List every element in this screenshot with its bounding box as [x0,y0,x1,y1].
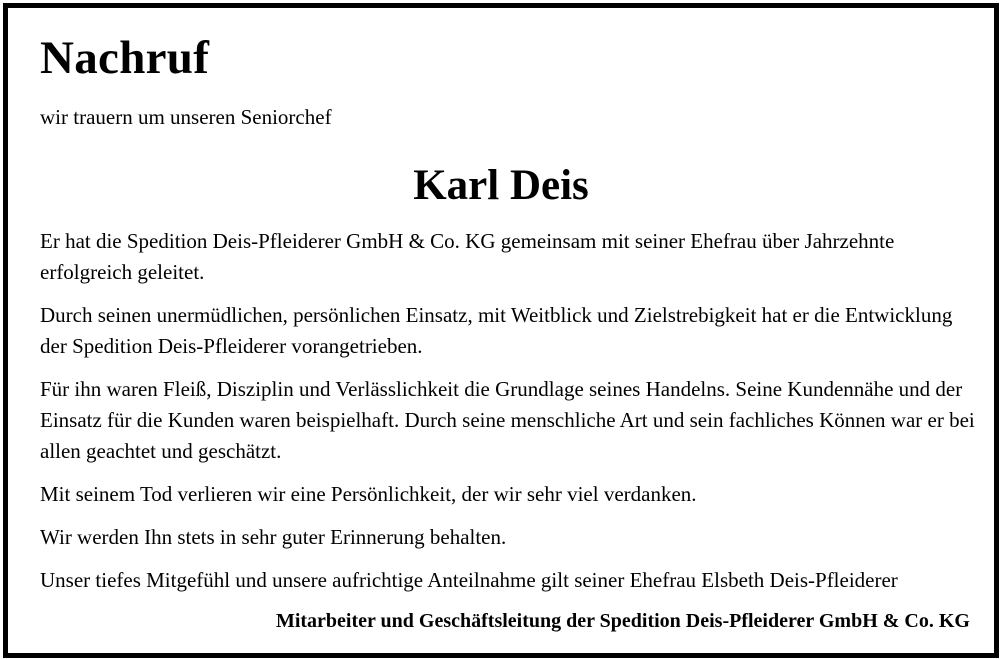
obituary-notice [3,3,999,658]
paragraph-leadership: Er hat die Spedition Deis-Pfleiderer GmbH & Co. KG gemeinsam mit seiner Ehefrau über Jahrzehnte erfolgreich geleitet. [40,229,895,284]
paragraph-loss: Mit seinem Tod verlieren wir eine Persönlichkeit, der wir sehr viel verdanken. [40,482,697,506]
deceased-name: Karl Deis [413,162,589,209]
paragraph-values: Für ihn waren Fleiß, Disziplin und Verlässlichkeit die Grundlage seines Handelns. Seine Kundennähe und der Einsatz für die Kunden waren beispielhaft. Durch seine menschliche Art und sein fachliches Können war er bei allen geachtet und geschätzt. [40,377,975,463]
signature-line: Mitarbeiter und Geschäftsleitung der Spedition Deis-Pfleiderer GmbH & Co. KG [275,610,970,632]
paragraph-condolences: Unser tiefes Mitgefühl und unsere aufrichtige Anteilnahme gilt seiner Ehefrau Elsbeth Deis-Pfleiderer [40,568,898,592]
paragraph-memory: Wir werden Ihn stets in sehr guter Erinnerung behalten. [40,525,507,549]
notice-body [40,226,980,608]
paragraph-commitment: Durch seinen unermüdlichen, persönlichen Einsatz, mit Weitblick und Zielstrebigkeit hat er die Entwicklung der Spedition Deis-Pfleiderer vorangetrieben. [40,303,953,358]
notice-heading: Nachruf [40,32,210,84]
intro-line: wir trauern um unseren Seniorchef [40,105,332,129]
